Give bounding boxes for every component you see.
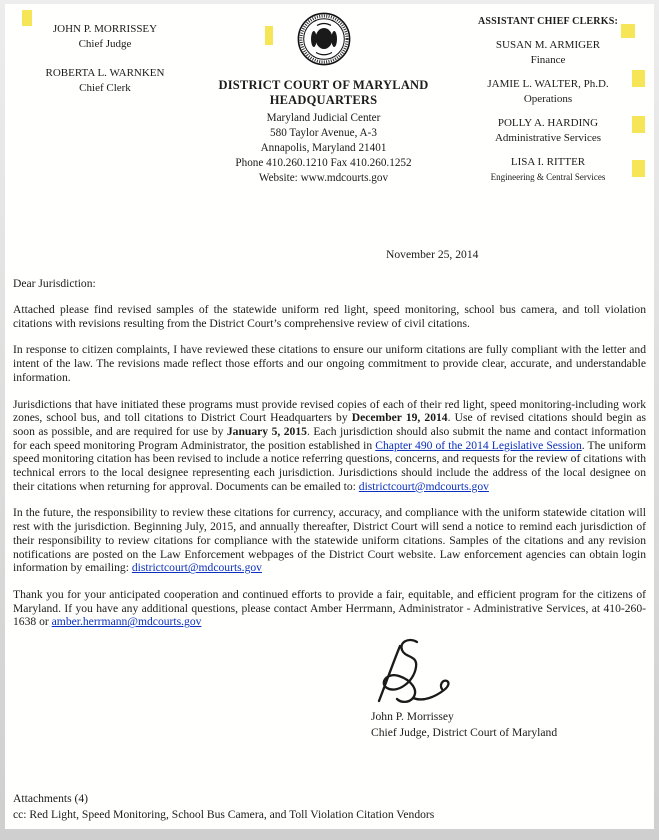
org-name-line2: HEADQUARTERS <box>269 93 378 107</box>
clerk-name: SUSAN M. ARMIGER <box>495 39 601 51</box>
letter-footer <box>13 791 434 822</box>
letterhead-clerks <box>450 10 646 194</box>
text-run: Jurisdictions that have initiated these programs must provide revised copies of each of their red light, speed monitoring-including work zones, school bus, and toll citations to District Court Headquarters by <box>13 397 646 425</box>
text-run: Attached please find revised samples of the statewide uniform red light, speed monitoring, school bus camera, and toll violation citations with revisions resulting from the District Court’s comprehensive review of civil citations. <box>13 303 646 330</box>
bold-text: December 19, 2014 <box>351 411 448 425</box>
highlight-mark <box>632 70 645 87</box>
text-run: . The uniform speed monitoring citation has been revised to include a notice referring questions, concerns, and requests for the review of citations with technical errors to the local designee representing each jurisdiction. Jurisdictions should include the address of the local designee on their citations when returning for approval. Documents can be emailed to: <box>13 438 646 493</box>
official-title: Chief Clerk <box>79 81 131 94</box>
letter-page <box>5 4 654 829</box>
text-link[interactable]: Chapter 490 of the 2014 Legislative Session <box>375 438 582 452</box>
highlight-mark <box>632 160 645 177</box>
bold-text: January 5, 2015 <box>226 424 307 438</box>
address-city: Annapolis, Maryland 21401 <box>260 142 387 154</box>
court-seal-icon <box>197 12 450 71</box>
highlight-mark <box>22 10 32 26</box>
signature-block <box>345 635 646 740</box>
paragraph <box>13 303 646 330</box>
text-run: In response to citizen complaints, I have reviewed these citations to ensure our uniform citations are fully compliant with the letter and intent of the law. The revisions made reflect those efforts and our ongoing commitment to provide clear, accurate, and understandable information. <box>13 343 646 384</box>
handwritten-signature <box>351 635 481 707</box>
paragraph <box>13 506 646 575</box>
clerk-name: POLLY A. HARDING <box>497 117 599 129</box>
org-name-line1: DISTRICT COURT OF MARYLAND <box>218 78 429 92</box>
letterhead-center <box>197 10 450 194</box>
clerk-name: JAMIE L. WALTER, Ph.D. <box>487 78 609 90</box>
clerk-name: LISA I. RITTER <box>510 156 586 168</box>
website-line: Website: www.mdcourts.gov <box>258 172 389 184</box>
text-run: . Use of revised citations should begin as soon as possible, and are required for use by <box>13 411 646 438</box>
clerk-title: Operations <box>523 92 573 105</box>
text-run: In the future, the responsibility to review these citations for currency, accuracy, and compliance with the uniform statewide citation will rest with the jurisdiction. Beginning July, 2015, and annually thereafter, District Court will send a notice to remind each jurisdiction of their responsibility to review citations for compliance with the statewide uniform citations. Samples of the citations and any revision notifications are posted on the Law Enforcement webpages of the District Court website. Law enforcement agencies can obtain login information by emailing: <box>13 506 646 575</box>
cc-line: cc: Red Light, Speed Monitoring, School Bus Camera, and Toll Violation Citation Vendors <box>13 807 435 821</box>
official-name: ROBERTA L. WARNKEN <box>45 67 165 79</box>
letter-body <box>13 303 646 629</box>
clerk-title: Engineering & Central Services <box>490 171 606 182</box>
clerk-title: Administrative Services <box>494 131 601 144</box>
address-building: Maryland Judicial Center <box>266 112 381 124</box>
phone-fax-line: Phone 410.260.1210 Fax 410.260.1252 <box>235 157 412 169</box>
paragraph <box>13 398 646 494</box>
text-link[interactable]: districtcourt@mdcourts.gov <box>358 479 489 493</box>
address-street: 580 Taylor Avenue, A-3 <box>270 127 377 139</box>
attachments-note: Attachments (4) <box>13 792 89 805</box>
highlight-mark <box>632 116 645 133</box>
clerk-operations <box>450 77 646 106</box>
text-link[interactable]: districtcourt@mdcourts.gov <box>131 561 262 575</box>
clerk-engineering <box>450 155 646 184</box>
letterhead-officials <box>13 10 197 194</box>
highlight-mark <box>621 24 635 38</box>
signature-text <box>371 709 646 740</box>
text-run: . Each jurisdiction should also submit the name and contact information for each speed monitoring Program Administrator, the position established in <box>13 424 646 452</box>
official-chief-judge <box>13 22 197 51</box>
official-chief-clerk <box>13 66 197 95</box>
text-run: Thank you for your anticipated cooperation and continued efforts to provide a fair, equitable, and efficient program for the citizens of Maryland. If you have any additional questions, please contact Amber Herrmann, Administrator - Administrative Services, at 410-260-1638 or <box>13 587 646 629</box>
clerk-administrative-services <box>450 116 646 145</box>
paragraph <box>13 588 646 629</box>
text-link[interactable]: amber.herrmann@mdcourts.gov <box>51 615 202 629</box>
paragraph <box>13 343 646 384</box>
date: November 25, 2014 <box>386 248 479 261</box>
signatory-name: John P. Morrissey <box>371 710 454 724</box>
clerk-title: Finance <box>530 53 566 66</box>
clerk-finance <box>450 38 646 67</box>
salutation: Dear Jurisdiction: <box>13 277 96 290</box>
highlight-mark <box>265 26 273 45</box>
official-title: Chief Judge <box>78 37 132 50</box>
letterhead <box>13 10 646 194</box>
assistant-chief-clerks-heading: ASSISTANT CHIEF CLERKS: <box>477 16 618 27</box>
official-name: JOHN P. MORRISSEY <box>52 23 158 35</box>
signatory-title: Chief Judge, District Court of Maryland <box>371 725 558 739</box>
